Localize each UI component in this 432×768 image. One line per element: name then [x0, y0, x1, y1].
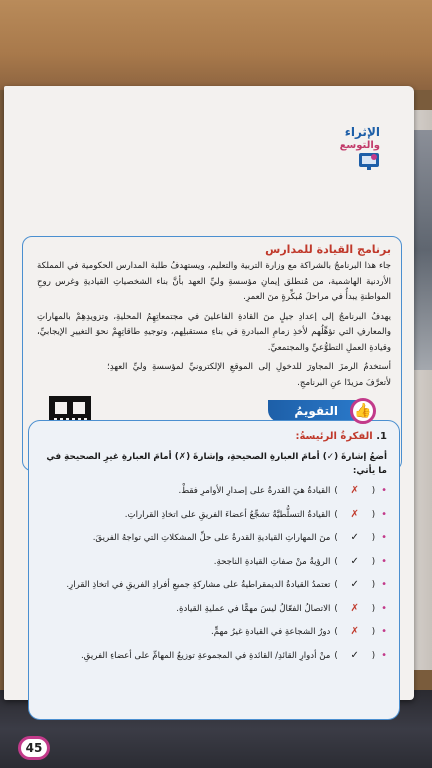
statement-text: الاتصالُ الفعّالُ ليسَ مهمًّا في عمليةِ القيادةِ.: [176, 603, 331, 614]
enrichment-badge: [320, 126, 380, 180]
check-mark-icon[interactable]: ✓: [350, 555, 359, 567]
check-mark-icon[interactable]: ✓: [350, 649, 359, 661]
statement-item: [41, 649, 387, 663]
bullet-icon: •: [381, 555, 387, 567]
statement-text: القيادةُ هيَ القدرةُ على إصدارِ الأوامرِ فقطْ.: [178, 486, 331, 496]
bullet-icon: •: [381, 626, 387, 637]
mark-bracket-close: ): [334, 650, 338, 661]
cross-mark-icon[interactable]: ✗: [350, 485, 359, 496]
statement-item: [41, 625, 387, 639]
statement-text: القيادةُ التسلُّطيَّةُ تشجِّعُ أعضاءَ الفريقِ على اتخاذِ القراراتِ.: [124, 509, 331, 520]
paragraph-intro: جاء هذا البرنامجُ بالشراكة مع وزارة التربية والتعليم، ويستهدفُ طلبة المدارس الحكومية في المملكة الأردنية الهاشمية، من مُنطلق إيمانِ مؤسسةِ وليِّ العهد بأنَّ بناء الشخصياتِ القياديةِ وغرس روحِ المواطنةِ يبدأُ في مراحلَ مُبكِّرةٍ منَ العمرِ.: [37, 261, 391, 302]
check-mark-icon[interactable]: ✓: [350, 579, 359, 590]
mark-bracket-open: (: [371, 603, 376, 614]
bullet-icon: •: [381, 579, 387, 590]
mark-bracket-close: ): [334, 627, 338, 637]
statement-text: تعتمدُ القيادةُ الديمقراطيةُ على مشاركةِ جميعِ أفرادِ الفريقِ في اتخاذِ القرارِ.: [66, 580, 331, 590]
mark-bracket-open: (: [371, 486, 376, 496]
mark-bracket-close: ): [334, 603, 338, 614]
bullet-icon: •: [381, 649, 387, 661]
statement-text: منَ المهاراتِ القياديةِ القدرةُ على حلِّ المشكلاتِ التي تواجهُ الفريقَ.: [92, 533, 331, 543]
wooden-table-background: [0, 0, 432, 90]
statement-text: منْ أدوارِ القائدِ/ القائدةِ في المجموعةِ توزيعُ المهامِّ على أعضاءِ الفريقِ.: [80, 650, 331, 661]
box-title: برنامج القيادة للمدارس: [265, 243, 391, 256]
statement-item: [41, 578, 387, 592]
statement-text: الرؤيةُ منْ صفاتِ القيادةِ الناجحةِ.: [213, 556, 331, 567]
bullet-icon: •: [381, 508, 387, 520]
bullet-icon: •: [381, 485, 387, 496]
enrichment-line1: الإثراء: [344, 125, 380, 139]
exercise-instruction: أضعُ إشارةَ (✓) أمامَ العبارةِ الصحيحةِ، وإشارةَ (✗) أمامَ العبارةِ غيرِ الصحيحةِ في ما يأتي:: [46, 452, 387, 476]
mark-bracket-close: ): [334, 533, 338, 543]
statement-item: [41, 602, 387, 616]
evaluation-tab: التقويمُ: [268, 400, 358, 422]
section-title: [41, 431, 387, 442]
mark-bracket-open: (: [371, 509, 376, 520]
bullet-icon: •: [381, 602, 387, 614]
mark-bracket-open: (: [371, 650, 376, 661]
statement-text: دورُ الشجاعةِ في القيادةِ غيرُ مهمٍّ.: [211, 627, 331, 637]
section-title-text: الفكرةُ الرئيسةُ:: [295, 431, 373, 442]
evaluation-box: [28, 420, 400, 720]
cross-mark-icon[interactable]: ✗: [350, 626, 359, 637]
paragraph-qr-instruction: أستخدمُ الرمزَ المجاورَ للدخولِ إلى الموقعِ الإلكترونيِّ لمؤسسةِ وليِّ العهدِ؛ لأتعرَّفَ مزيدًا عنِ البرنامجِ.: [107, 362, 391, 388]
statement-item: [41, 484, 387, 498]
thumbs-up-icon: 👍: [350, 398, 376, 424]
mark-bracket-close: ): [334, 509, 338, 520]
statement-item: [41, 531, 387, 545]
mark-bracket-open: (: [371, 580, 376, 590]
mark-bracket-close: ): [334, 486, 338, 496]
textbook-page: [4, 86, 414, 755]
cross-mark-icon[interactable]: ✗: [350, 508, 359, 520]
mark-bracket-open: (: [371, 556, 376, 567]
mark-bracket-open: (: [371, 627, 376, 637]
mark-bracket-close: ): [334, 580, 338, 590]
enrichment-title: [340, 126, 380, 152]
mark-bracket-open: (: [371, 533, 376, 543]
cross-mark-icon[interactable]: ✗: [350, 602, 359, 614]
statement-item: [41, 555, 387, 569]
paragraph-goals: يهدفُ البرنامجُ إلى إعدادِ جيلٍ منَ القادةِ الفاعلينَ في مجتمعاتِهِمُ المحليةِ، وتزويدِهِمْ بالمهاراتِ والمعارفِ التي تؤهِّلُهم لأخذِ زمامِ المبادرةِ في بناءِ مستقبلِهم، وتوجيهِ طاقاتِهِمْ نحوَ التغييرِ الإيجابيِّ، وقيادةِ العملِ التطوُّعيِّ والمجتمعيِّ.: [37, 311, 391, 353]
screen-icon: [358, 152, 380, 172]
section-number: 1.: [376, 431, 387, 442]
bullet-icon: •: [381, 532, 387, 543]
page-number: 45: [18, 736, 50, 760]
enrichment-line2: والتوسع: [339, 140, 380, 151]
statement-item: [41, 508, 387, 522]
check-mark-icon[interactable]: ✓: [350, 532, 359, 543]
mark-bracket-close: ): [334, 556, 338, 567]
